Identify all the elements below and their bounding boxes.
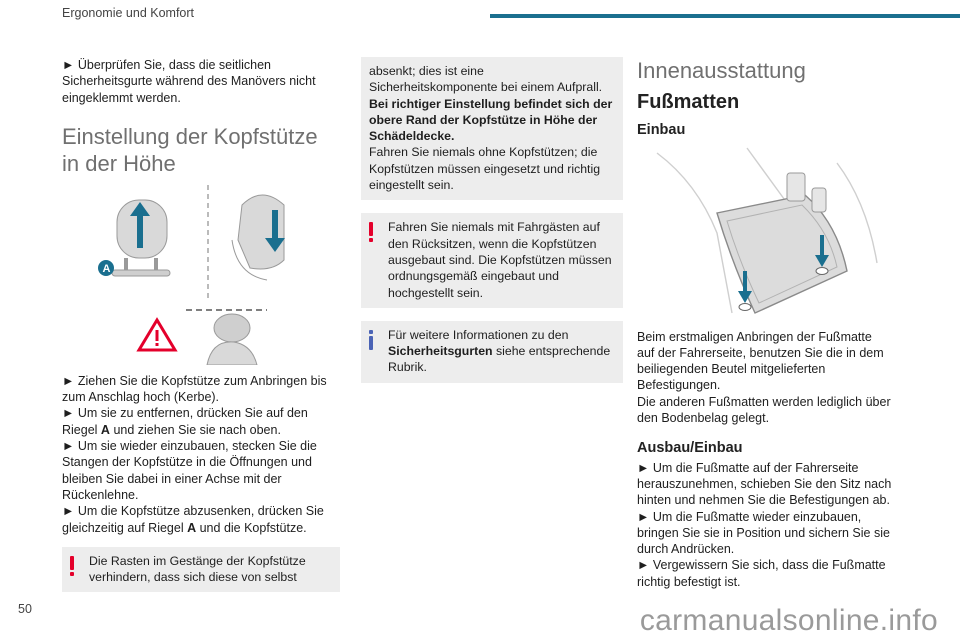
intro-bullet: ► Überprüfen Sie, dass die seitlichen Sicherheitsgurte während des Manövers nicht eingeklemmt werden.: [62, 58, 316, 105]
running-header: Ergonomie und Komfort: [62, 6, 195, 20]
headrest-step-2-bold: A: [100, 422, 110, 437]
removal-step-3: ► Vergewissern Sie sich, dass die Fußmatte richtig befestigt ist.: [637, 558, 886, 589]
headrest-step-2: [62, 405, 340, 438]
installation-title: Einbau: [637, 122, 686, 139]
installation-text-1: Beim erstmaligen Anbringen der Fußmatte auf der Fahrerseite, benutzen Sie die in dem beiliegenden Beutel mitgelieferten Befestigungen.: [637, 329, 884, 393]
headrest-step-3: ► Um sie wieder einzubauen, stecken Sie die Stangen der Kopfstütze in die Öffnungen und bleiben Sie dabei in einer Achse mit der Rückenlehne.: [62, 439, 317, 502]
floor-mats-title: Fußmatten: [637, 91, 740, 113]
column-right: [637, 57, 892, 590]
headrest-step-4-rest: und die Kopfstütze.: [199, 520, 307, 535]
column-middle: [361, 57, 623, 383]
watermark: carmanualsonline.info: [639, 604, 938, 637]
continued-text: absenkt; dies ist eine Sicherheitskomponente bei einem Aufprall.: [369, 64, 603, 95]
page-number: 50: [18, 602, 32, 616]
warning-icon: [70, 556, 76, 578]
headrest-section-title: Einstellung der Kopfstütze in der Höhe: [62, 123, 318, 176]
removal-title: Ausbau/Einbau: [637, 440, 743, 457]
info-link-seatbelts[interactable]: Sicherheitsgurten: [388, 344, 493, 359]
header-accent-bar: [490, 14, 960, 18]
info-icon: [369, 330, 375, 352]
info-box-seatbelts: [361, 321, 623, 383]
warning-box-passengers: [361, 213, 623, 307]
headrest-step-2-text: ► Um sie zu entfernen, drücken Sie auf den Riegel: [62, 406, 308, 437]
continued-bold-text: Bei richtiger Einstellung befindet sich der obere Rand der Kopfstütze in Höhe der Schädeldecke.: [369, 96, 613, 144]
removal-step-2: ► Um die Fußmatte wieder einzubauen, bringen Sie sie in Position und sichern Sie sie durch Andrücken.: [637, 509, 890, 557]
floor-mat-figure: [637, 143, 892, 321]
warning-icon: [369, 222, 375, 244]
interior-section-title: Innenausstattung: [637, 58, 806, 83]
label-a: A: [102, 262, 111, 275]
headrest-figure: [62, 180, 340, 365]
warning-text: Die Rasten im Gestänge der Kopfstütze verhindern, dass sich diese von selbst: [89, 553, 306, 585]
continued-warning-box: [361, 57, 623, 200]
installation-text-2: Die anderen Fußmatten werden lediglich über den Bodenbelag gelegt.: [637, 394, 891, 426]
warning-box-headrest: [62, 547, 340, 593]
headrest-step-4-text: ► Um die Kopfstütze abzusenken, drücken Sie gleichzeitig auf Riegel: [62, 504, 324, 535]
headrest-step-2-rest: und ziehen Sie sie nach oben.: [113, 422, 281, 437]
column-left: [62, 57, 340, 592]
warning-passengers-text: Fahren Sie niemals mit Fahrgästen auf den Rücksitzen, wenn die Kopfstützen ausgebaut sind. Die Kopfstützen müssen ordnungsgemäß eingebaut und hochgestellt sein.: [388, 220, 612, 300]
continued-text-2: Fahren Sie niemals ohne Kopfstützen; die Kopfstützen müssen eingesetzt und richtig eingestellt sein.: [369, 145, 601, 193]
info-post: siehe entsprechende Rubrik.: [388, 344, 611, 375]
removal-step-1: ► Um die Fußmatte auf der Fahrerseite herauszunehmen, schieben Sie den Sitz nach hinten und nehmen Sie die Befestigungen ab.: [637, 460, 892, 508]
headrest-step-1: ► Ziehen Sie die Kopfstütze zum Anbringen bis zum Anschlag hoch (Kerbe).: [62, 373, 327, 405]
headrest-step-4-bold: A: [187, 520, 197, 535]
info-pre: Für weitere Informationen zu den: [388, 327, 569, 342]
headrest-step-4: [62, 503, 340, 536]
